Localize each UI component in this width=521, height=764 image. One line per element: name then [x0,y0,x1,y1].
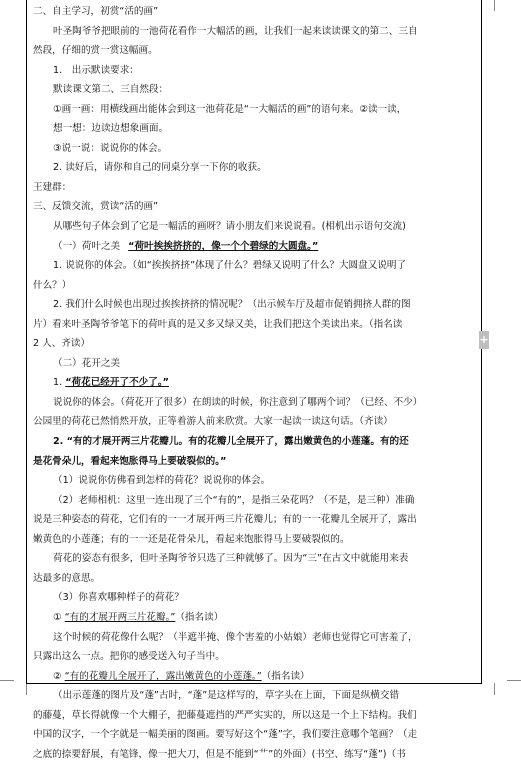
text-line [33,745,475,764]
text-line [33,139,475,159]
text-line [33,217,475,237]
text-line [33,178,475,198]
line-text: 默读课文第二、三自然段： [53,84,169,96]
line-text: 2. “有的才展开两三片花瓣儿。有的花瓣儿全展开了，露出嫩黄色的小莲蓬。有的还 [53,436,409,448]
text-line [33,510,475,530]
line-text: 是花骨朵儿，看起来饱胀得马上要破裂似的。” [33,455,227,467]
line-text: 这个时候的荷花像什么呢？（半遮半掩、像个害羞的小姑娘）老师也觉得它可害羞了， [53,631,418,643]
crop-mark-bottom-right-vertical [494,683,495,695]
text-line [33,530,475,550]
line-text: （二）花开之美 [53,357,121,369]
text-line [33,471,475,491]
line-text: 从哪些句子体会到了它是一幅活的画呀？请小朋友们来说说看。(相机出示语句交流) [53,221,406,233]
line-text: （1）说说你仿佛看到怎样的荷花？说说你的体会。 [53,475,271,487]
text-line [33,2,475,22]
instruction-note: （指名读） [175,611,224,623]
text-line [33,119,475,139]
line-text: 叶圣陶爷爷把眼前的一池荷花看作一大幅活的画，让我们一起来读读课文的第二、三自 [53,25,418,37]
text-line [33,549,475,569]
text-line [33,41,475,61]
lesson-plan-text [27,0,481,764]
text-line [33,22,475,42]
text-line [33,61,475,81]
line-text: 达最多的意思。 [33,572,101,584]
line-text: 2. 读好后，请你和自己的同桌分享一下你的收获。 [53,162,267,174]
line-text: （2）老师相机：这里一连出现了三个“有的”，是指三朵花吗？（不是，是三种）准确 [53,494,415,506]
line-text: （一）荷叶之美 [53,240,121,252]
text-line [33,412,475,432]
line-text: 中国的汉字，一个字就是一幅美丽的图画。要写好这个“蓬”字，我们要注意哪个笔画？（走 [33,729,418,741]
line-text: 说是三种姿态的荷花，它们有的一一才展开两三片花瓣儿；有的一一花瓣儿全展开了，露出 [33,514,417,526]
line-text: ① [53,611,65,623]
text-line [33,588,475,608]
text-line [33,334,475,354]
text-line [33,667,475,687]
quoted-sentence: “荷叶挨挨挤挤的，像一个个碧绿的大圆盘。” [128,240,319,252]
text-line [33,491,475,511]
line-text: 王建群： [33,181,72,193]
instruction-note: （指名读） [261,670,310,682]
text-line [33,354,475,374]
side-expand-tab[interactable]: + [479,331,489,349]
text-line [33,158,475,178]
quoted-sentence: “有的花瓣儿全展开了，露出嫩黄色的小莲蓬。” [64,670,262,682]
line-text: 1. 说说你的体会。（如“挨挨挤挤”体现了什么？碧绿又说明了什么？大圆盘又说明了 [53,260,407,272]
document-table-cell [26,0,482,760]
text-line [33,452,475,472]
text-line [33,686,475,706]
text-line [33,432,475,452]
text-line [33,276,475,296]
text-line [33,393,475,413]
line-text: 1. 出示默读要求： [53,64,139,76]
line-text: （3）你喜欢哪种样子的荷花？ [53,592,184,604]
quoted-sentence: “荷花已经开了不少了。” [65,377,169,389]
text-line [33,197,475,217]
line-text: 二、自主学习，初赏“活的画” [33,6,159,17]
line-text: 嫩黄色的小莲蓬；有的一一还是花骨朵儿，看起来饱胀得马上要破裂似的。 [33,533,350,545]
line-text: 2. 我们什么时候也出现过挨挨挤挤的情况呢？（出示候车厅及超市促销拥挤人群的图 [53,299,411,311]
line-text: 荷花的姿态有很多，但叶圣陶爷爷只选了三种就够了。因为“三”在古文中就能用来表 [53,553,409,565]
line-text: 之底的捺要舒展，有笔锋，像一把大刀，但是不能到“艹”的外面）(书空、练写“蓬”)（书 [33,748,406,760]
text-line [33,725,475,745]
text-line [33,569,475,589]
line-text: 只露出这么一点。把你的感受送入句子当中。 [33,651,225,663]
text-line [33,100,475,120]
line-text: 三、反馈交流，赏读“活的画” [33,201,159,213]
line-text: 1. [53,377,66,389]
text-line [33,608,475,628]
text-line [33,373,475,393]
line-text: 想一想：边读边想象画面。 [53,123,169,135]
crop-mark-top-right [494,0,507,11]
line-text: ③说一说：说说你的体会。 [53,142,168,154]
text-line [33,706,475,726]
line-text: 然段，仔细的赏一赏这幅画。 [33,45,158,57]
line-text: 公园里的荷花已然悄然开放，正等着游人前来欣赏。大家一起读一读这句话。（齐读） [33,416,393,428]
text-line [33,256,475,276]
text-line [33,80,475,100]
text-line [33,315,475,335]
line-text: 说说你的体会。（荷花开了很多）在朗读的时候，你注意到了哪两个词？（已经、不少） [53,396,423,408]
line-text: ② [53,670,65,682]
line-text: （出示莲蓬的图片及“蓬”古时，“蓬”是这样写的，草字头在上面，下面是纵横交错 [53,690,400,702]
text-line [33,237,475,257]
text-line [33,628,475,648]
line-text: 什么？） [33,279,72,291]
line-text: 片）看来叶圣陶爷爷笔下的荷叶真的是又多又绿又美，让我们把这个美读出来。（指名读 [33,318,403,330]
text-line [33,295,475,315]
quoted-sentence: “有的才展开两三片花瓣。” [64,611,176,623]
line-text: ①画一画：用横线画出能体会到这一池荷花是“一大幅活的画”的语句来。②读一读， [53,103,407,115]
text-line [33,647,475,667]
crop-mark-bottom-right [507,680,521,681]
crop-mark-bottom-left [0,680,14,681]
line-text: 的藤蔓，草长得就像一个大棚子，把藤蔓遮挡的严严实实的，所以这是一个上下结构。我们 [33,709,417,721]
line-text: 2 人、齐读） [33,338,91,350]
